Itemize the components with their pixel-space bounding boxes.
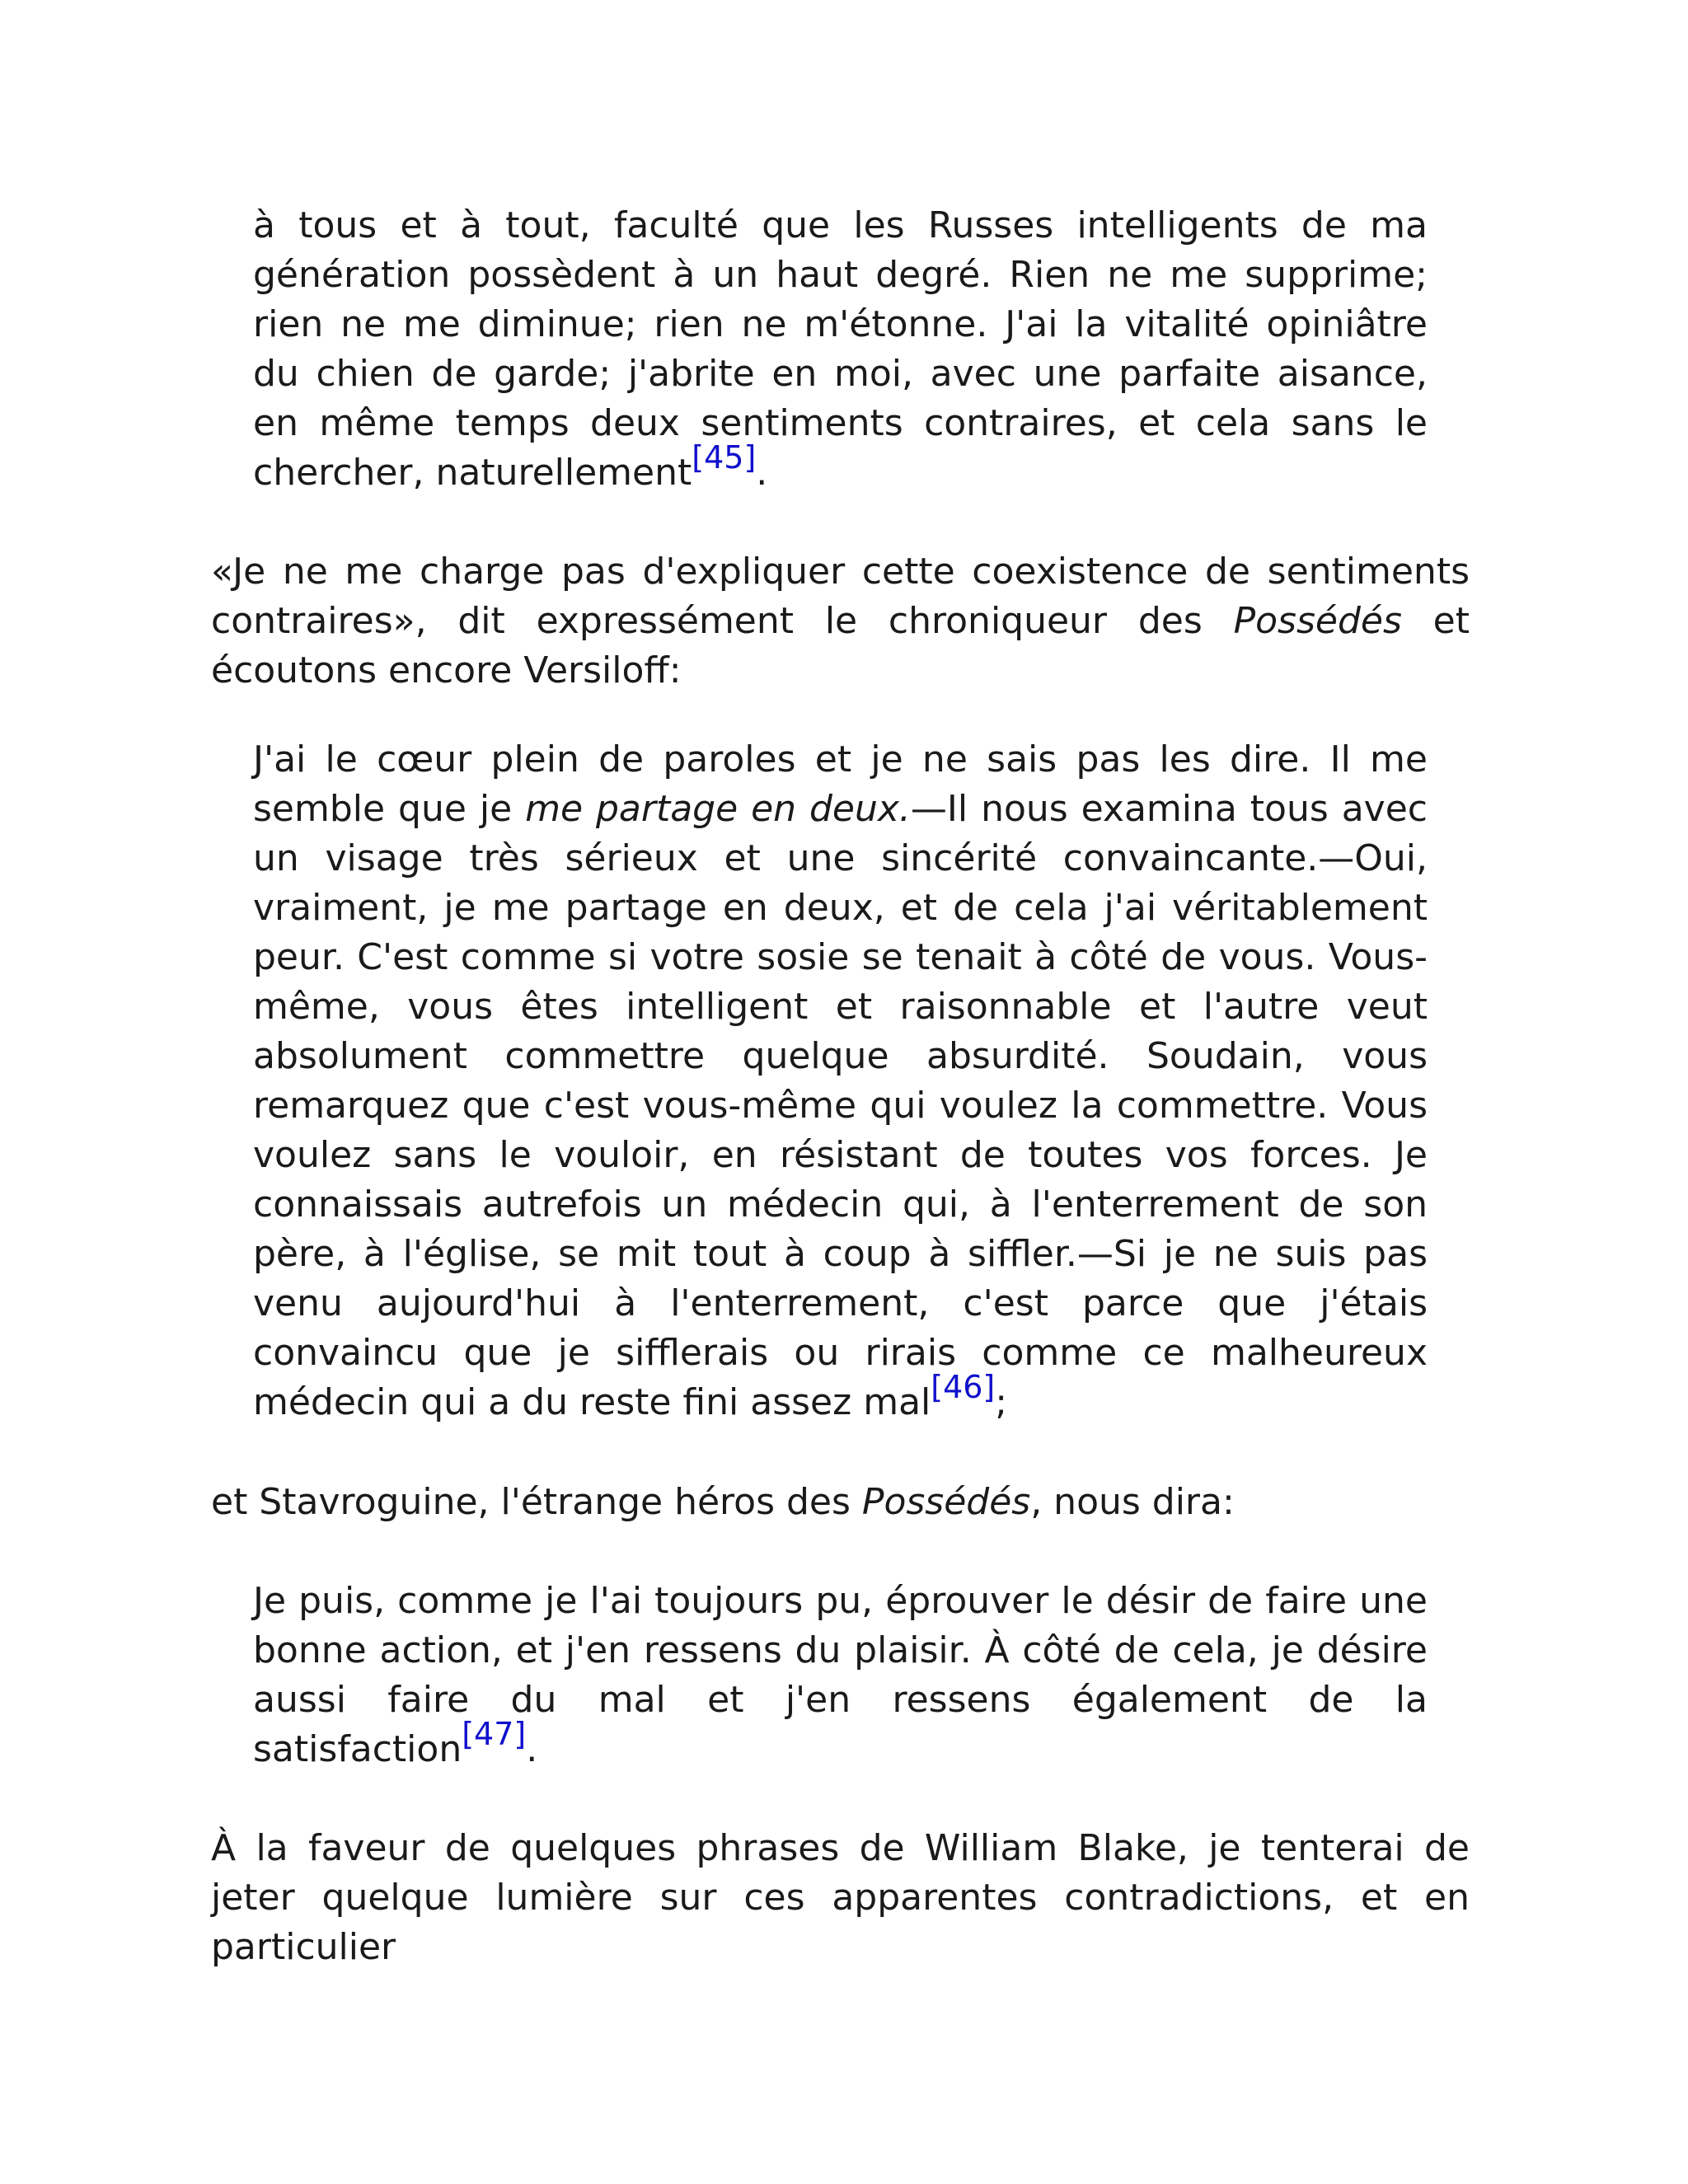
quote-text-after: —Il nous examina tous avec un visage très sérieux et une sincérité convaincante.—Oui, vraiment, je me partage en deux, et de cela j'ai véritablement peur. C'est comme si votre sosie se tenait à côté de vous. Vous-même, vous êtes intelligent et raisonnable et l'autre veut absolument commettre quelque absurdité. Soudain, vous remarquez que c'est vous-même qui voulez la commettre. Vous voulez sans le vouloir, en résistant de toutes vos forces. Je connaissais autrefois un médecin qui, à l'enterrement de son père, à l'église, se mit tout à coup à siffler.—Si je ne suis pas venu aujourd'hui à l'enterrement, c'est parce que j'étais convaincu que je sifflerais ou rirais comme ce malheureux médecin qui a du reste fini assez mal [253,788,1428,1423]
footnote-link-47[interactable]: [47] [462,1716,527,1752]
quote-tail: . [526,1728,538,1770]
quote-text-before: J'ai le cœur plein de paroles et je ne sais pas les dire. Il me semble que je [253,738,1428,830]
book-title-italic: Possédés [861,1481,1031,1523]
quote-tail: ; [995,1381,1008,1423]
block-quote-stavroguine [253,1577,1428,1774]
paragraph-text-after: , nous dira: [1030,1481,1235,1523]
paragraph-william-blake [211,1824,1470,1972]
quote-text: Je puis, comme je l'ai toujours pu, éprouver le désir de faire une bonne action, et j'en ressens du plaisir. À côté de cela, je désire aussi faire du mal et j'en ressens également de la satisfaction [253,1580,1428,1770]
quote-text: à tous et à tout, faculté que les Russes intelligents de ma génération possèdent à un haut degré. Rien ne me supprime; rien ne me diminue; rien ne m'étonne. J'ai la vitalité opiniâtre du chien de garde; j'abrite en moi, avec une parfaite aisance, en même temps deux sentiments contraires, et cela sans le chercher, naturellement [253,204,1428,494]
book-title-italic: Possédés [1233,600,1402,642]
paragraph-stavroguine [211,1478,1470,1527]
block-quote-versiloff-1 [253,201,1428,498]
quote-tail: . [756,452,768,494]
footnote-link-45[interactable]: [45] [692,439,757,476]
footnote-link-46[interactable]: [46] [931,1369,996,1405]
block-quote-versiloff-2 [253,735,1428,1427]
paragraph-text-before: «Je ne me charge pas d'expliquer cette coexistence de sentiments contraires», dit expressément le chroniqueur des [211,551,1470,642]
quote-italic-phrase: me partage en deux. [525,788,911,830]
paragraph-text: À la faveur de quelques phrases de William Blake, je tenterai de jeter quelque lumière sur ces apparentes contradictions, et en particulier [211,1827,1470,1968]
paragraph-text-after: et écoutons encore Versiloff: [211,600,1470,691]
paragraph-text-before: et Stavroguine, l'étrange héros des [211,1481,862,1523]
paragraph-coexistence [211,547,1470,696]
